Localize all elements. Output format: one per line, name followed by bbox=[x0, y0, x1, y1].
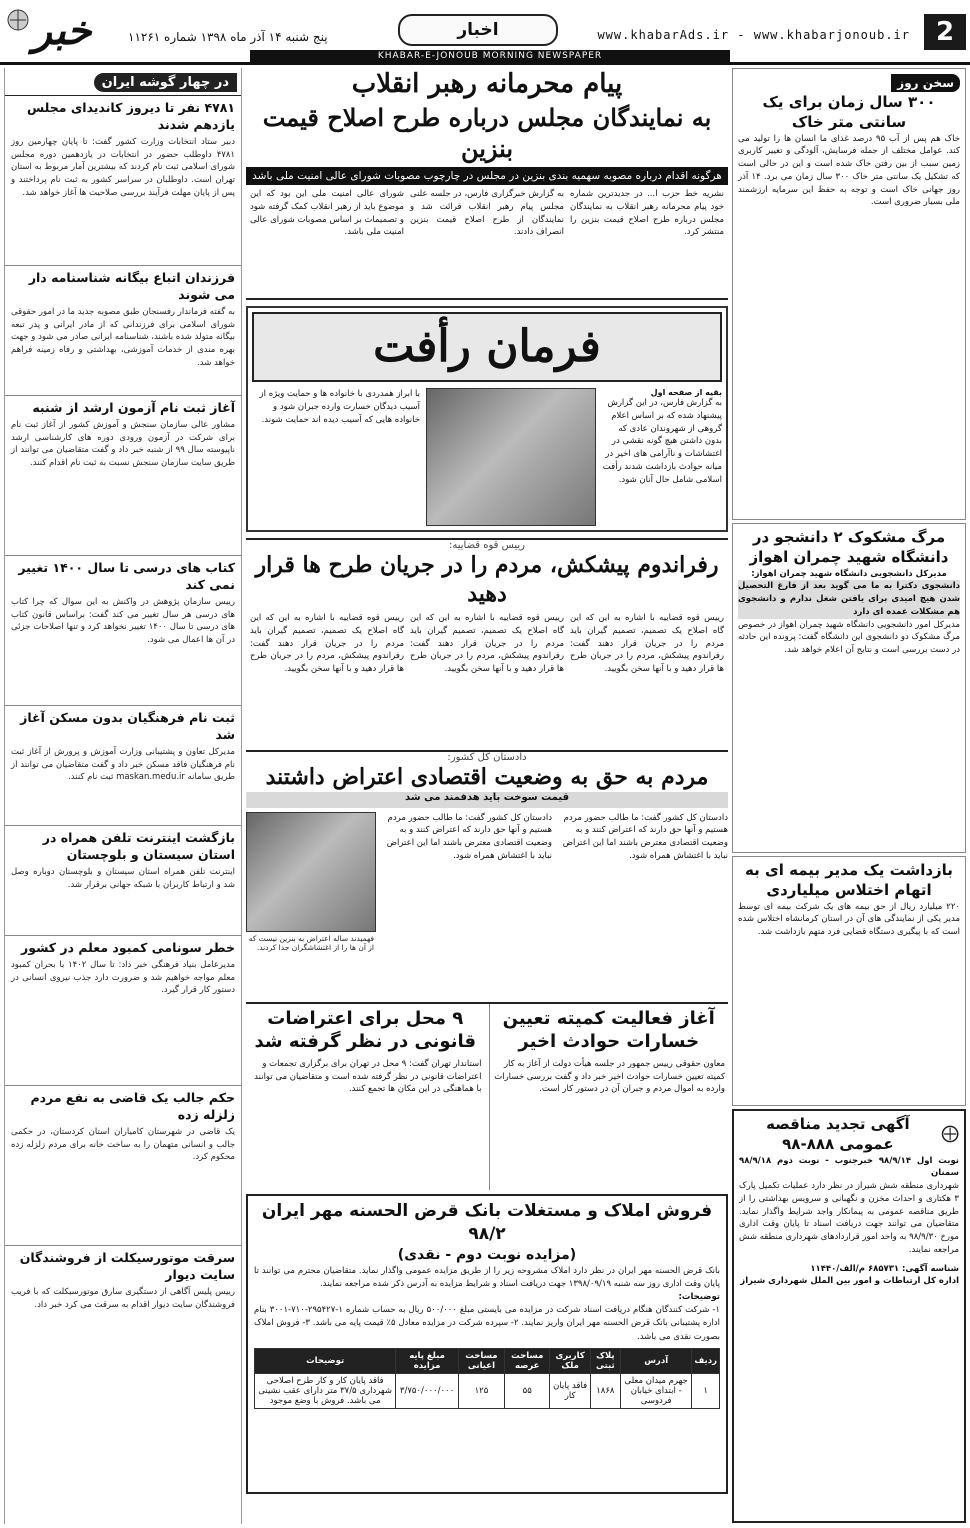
farman-text: به گزارش فارس، در این گزارش پیشنهاد شده که بر اساس اعلام گروهی از شهروندان عادی که بدون داشتن هیچ گونه نقشی در اغتشاشات و ناآرامی های اخیر در میانه حوادث بازداشت شدند رأفت اسلامی شامل حال آنان شود. bbox=[602, 398, 722, 485]
prosecutor-photo bbox=[246, 812, 376, 932]
table-cell: ۱ bbox=[692, 1373, 720, 1408]
table-cell: فاقد پایان کار bbox=[550, 1373, 590, 1408]
news-title: سرقت موتورسیکلت از فروشندگان سایت دیوار bbox=[19, 1250, 235, 1282]
auction-table bbox=[254, 1348, 720, 1409]
ribbon: KHABAR-E-JONOUB MORNING NEWSPAPER bbox=[250, 50, 730, 62]
sokhan-rooz bbox=[732, 68, 966, 520]
lead-col: شورای عالی امنیت ملی این بود که این موضوع باید از رهبر انقلاب کمک گرفته شود و تصمیمات بر اساس مصوبات شورای عالی امنیت ملی باشد. bbox=[250, 189, 404, 238]
table-cell: ۱۲۵ bbox=[458, 1373, 504, 1408]
judiciary-text: رییس قوه قضاییه با اشاره به این که این گاه اصلاح یک تصمیم، تصمیم گیران باید مردم را در جریان قرار دهند گفت: رفراندوم پیشکش، مردم را در جریان طرح ها قرار دهید و با آنها سخن بگویید. bbox=[570, 613, 724, 675]
news-title: خطر سونامی کمبود معلم در کشور bbox=[21, 940, 235, 955]
tender-sign: اداره کل ارتباطات و امور بین الملل شهرداری شیراز bbox=[740, 1276, 959, 1287]
table-header: پلاک ثبتی bbox=[590, 1348, 620, 1373]
mini-story bbox=[489, 1004, 729, 1190]
mini-text: استاندار تهران گفت: ۹ محل در تهران برای برگزاری تجمعات و اعتراضات قانونی در نظر گرفته شده است و متقاضیان می توانند با هماهنگی در این مکان ها تجمع کنند. bbox=[254, 1058, 482, 1095]
table-row bbox=[255, 1373, 720, 1408]
lead-col: به گزارش خبرگزاری فارس، در جلسه علنی مجلس پیام رهبر انقلاب قرائت شد و نمایندگان از طرح اصلاح قیمت بنزین انصراف دادند. bbox=[410, 189, 564, 238]
lead-title-1: پیام محرمانه رهبر انقلاب bbox=[351, 69, 623, 99]
table-cell: ۱۸۶۸ bbox=[590, 1373, 620, 1408]
sokhan-text: خاک هم پس از آب ۹۵ درصد غذای ما انسان ها را تولید می کند. عوامل مختلف از جمله فرسایش، آلودگی و تغییر کاربری زمین سبب از بین رفتن خاک شده است و این در حالی است که تشکیل یک سانتی متر خاک ۳۰۰ سال زمان می برد. ۱۴ آذر روز جهانی خاک است و توجه به حفظ این سرمایه ارزشمند ملی بسیار ضروری است. bbox=[738, 133, 960, 208]
news-body: به گفته فرماندار رفسنجان طبق مصوبه جدید ما در امور حقوقی شورای اسلامی برای فرزندانی که از مادر ایرانی و پدر تبعه بیگانه متولد شده باشند، شناسنامه ایرانی صادر می شود و جهت بهره مندی از خدمات آموزشی، بهداشتی و رفاه زمینه فراهم خواهد شد. bbox=[11, 306, 235, 368]
page-number: 2 bbox=[924, 14, 966, 50]
news-item bbox=[5, 1246, 241, 1476]
judiciary-kicker: رییس قوه قضاییه: bbox=[449, 540, 525, 551]
news-body: اینترنت تلفن همراه استان سیستان و بلوچستان دوباره وصل شد و ارتباط کاربران با شبکه جهانی برقرار شد. bbox=[11, 866, 235, 890]
table-cell: جهرم میدان معلی - ابتدای خیابان فردوسی bbox=[620, 1373, 692, 1408]
lead-body bbox=[246, 188, 728, 239]
shiraz-logo-icon bbox=[941, 1122, 959, 1146]
photo-caption: فهمیدند ساله اعتراض به بنزین نیست که از آن ها را از اغتشاشگران جدا کردند. bbox=[248, 933, 374, 952]
table-header: آدرس bbox=[620, 1348, 692, 1373]
issue-date: پنج شنبه ۱۴ آذر ماه ۱۳۹۸ شماره ۱۱۲۶۱ bbox=[128, 30, 328, 44]
tender-title: آگهی تجدید مناقصه عمومی ۸۸۸-۹۸ bbox=[766, 1115, 910, 1154]
farman-text-2: با ابراز همدردی با خانواده ها و حمایت ویژه از آسیب دیدگان خسارت وارده جبران شود و خانواده هایی که آسیب دیده اند حمایت شوند. bbox=[259, 389, 420, 425]
bazdasht-title: بازداشت یک مدیر بیمه ای به اتهام اختلاس میلیاردی bbox=[745, 861, 953, 900]
farman-title: فرمان رأفت bbox=[252, 312, 722, 382]
lead-col: نشریه خط حزب ا... در جدیدترین شماره خود پیام محرمانه رهبر انقلاب به نمایندگان مجلس درباره طرح اصلاح قیمت بنزین را منتشر کرد. bbox=[570, 189, 724, 238]
news-item bbox=[5, 96, 241, 266]
table-header: مبلغ پایه مزایده bbox=[396, 1348, 459, 1373]
website-link[interactable]: www.khabarAds.ir - www.khabarjonoub.ir bbox=[597, 28, 910, 42]
tender-footer: شناسه آگهی: ۶۸۵۷۳۱ م/الف/۱۱۴۴۰ bbox=[810, 1263, 959, 1274]
table-cell: ۵۵ bbox=[505, 1373, 550, 1408]
news-title: ثبت نام فرهنگیان بدون مسکن آغاز شد bbox=[20, 710, 235, 742]
ad-body: بانک قرض الحسنه مهر ایران در نظر دارد املاک مشروحه زیر را از طریق مزایده عمومی واگذار نماید. متقاضیان محترم می توانند تا پایان وقت اداری روز سه شنبه ۱۳۹۸/۰۹/۱۹ جهت دریافت اسناد و شرایط مزایده به آدرس ذکر شده مراجعه نمایند. bbox=[254, 1265, 720, 1289]
news-item bbox=[5, 396, 241, 556]
table-header: توضیحات bbox=[255, 1348, 396, 1373]
masthead bbox=[0, 0, 970, 62]
table-header: کاربری ملک bbox=[550, 1348, 590, 1373]
mork-title: مرگ مشکوک ۲ دانشجو در دانشگاه شهید چمران اهواز bbox=[749, 528, 949, 567]
news-item bbox=[5, 266, 241, 396]
mork-story bbox=[732, 523, 966, 853]
news-title: فرزندان اتباع بیگانه شناسنامه دار می شوند bbox=[28, 270, 235, 302]
news-body: یک قاضی در شهرستان کامیاران استان کردستان، در حکمی جالب و انسانی متهمان را به ساخت خانه برای مردم زلزله زده محکوم کرد. bbox=[11, 1126, 235, 1163]
tender-ad bbox=[732, 1109, 966, 1523]
left-section-header bbox=[5, 68, 241, 96]
prosecutor-text: دادستان کل کشور گفت: ما طالب حضور مردم هستیم و آنها حق دارند که اعتراض کنند و به وضعیت اقتصادی معترض باشند اما این اعتراض نباید با اغتشاش همراه شود. bbox=[386, 812, 552, 861]
table-header-row bbox=[255, 1348, 720, 1373]
sokhan-tag: سخن روز bbox=[891, 74, 960, 92]
tender-text: شهرداری منطقه شش شیراز در نظر دارد عملیات تکمیل پارک ۳ هکتاری و احداث مخزن و نگهبانی و سرویس بهداشتی را از طریق مناقصه عمومی به پیمانکار واجد شرایط واگذار نماید. متقاضیان می توانند جهت دریافت اسناد تا پایان وقت اداری مورخ ۹۸/۹/۳۰ به واحد امور قراردادهای شهرداری منطقه شش مراجعه نمایند. bbox=[739, 1181, 959, 1255]
table-header: مساحت عرصه bbox=[505, 1348, 550, 1373]
left-section-title: در چهار گوشه ایران bbox=[94, 73, 237, 92]
news-body: مدیرعامل بنیاد فرهنگی خبر داد: تا سال ۱۴۰۲ با بحران کمبود معلم مواجه خواهیم شد و ضرورت دارد جذب نیروی انسانی در دستور کار قرار گیرد. bbox=[11, 959, 235, 996]
tender-dates: نوبت اول ۹۸/۹/۱۴ خبرجنوب - نوبت دوم ۹۸/۹/۱۸ سمنان bbox=[739, 1155, 959, 1179]
news-body: رییس سازمان پژوهش در واکنش به این سوال که چرا کتاب های درسی هر سال تغییر می کند گفت: براساس قانون کتاب های درسی تا سال ۱۴۰۰ تغییر نخواهد کرد و تنها اصلاحات جزئی در آن ها اعمال می شود. bbox=[11, 596, 235, 645]
judiciary-title: رفراندوم پیشکش، مردم را در جریان طرح ها قرار دهید bbox=[255, 552, 719, 607]
ad-title: فروش املاک و مستغلات بانک قرض الحسنه مهر ایران ۹۸/۲ bbox=[261, 1201, 713, 1244]
lead-subtitle: هرگونه اقدام درباره مصوبه سهمیه بندی بنزین در مجلس در چارچوب مصوبات شورای عالی امنیت ملی باشد bbox=[246, 167, 728, 185]
lead-story bbox=[246, 68, 728, 300]
news-item bbox=[5, 706, 241, 826]
bazdasht-text: ۲۲۰ میلیارد ریال از حق بیمه های یک شرکت بیمه ای توسط مدیر یکی از نمایندگی های آن در استان کرمانشاه اختلاس شده است که با پیگیری دستگاه قضایی فرد متهم بازداشت شد. bbox=[738, 901, 960, 937]
header-rule bbox=[0, 62, 970, 65]
prosecutor-kicker: دادستان کل کشور: bbox=[447, 752, 527, 763]
news-title: آغاز ثبت نام آزمون ارشد از شنبه bbox=[32, 400, 235, 415]
section-label: اخبار bbox=[398, 14, 558, 46]
news-item bbox=[5, 556, 241, 706]
news-body: مشاور عالی سازمان سنجش و آموزش کشور از آغاز ثبت نام برای شرکت در آزمون ورودی دوره های کارشناسی ارشد ناپیوسته سال ۹۹ از شنبه خبر داد و گفت متقاضیان می توانند از طریق سایت سازمان سنجش نسبت به ثبت نام اقدام کنند. bbox=[11, 419, 235, 469]
table-cell: فاقد پایان کار و کار طرح اصلاحی شهرداری ۳۷/۵ متر دارای عقب نشینی می باشد. فروش با وضع موجود bbox=[255, 1373, 396, 1408]
prosecutor-subtitle: قیمت سوخت باید هدفمند می شد bbox=[246, 792, 728, 808]
news-body: مدیرکل تعاون و پشتیبانی وزارت آموزش و پرورش از آغاز ثبت نام فرهنگیان فاقد مسکن خبر داد و گفت متقاضیان می توانند از طریق سامانه maskan.medu.ir ثبت نام کنند. bbox=[11, 746, 235, 783]
table-cell: ۳/۷۵۰/۰۰۰/۰۰۰ bbox=[396, 1373, 459, 1408]
news-title: حکم جالب یک قاضی به نفع مردم زلزله زده bbox=[30, 1090, 235, 1122]
judiciary-text: رییس قوه قضاییه با اشاره به این که این گاه اصلاح یک تصمیم، تصمیم گیران باید مردم را در جریان قرار دهند گفت: رفراندوم پیشکش، مردم را در جریان طرح ها قرار دهید و با آنها سخن بگویید. bbox=[410, 613, 564, 675]
news-item bbox=[5, 826, 241, 936]
mini-title: آغاز فعالیت کمیته تعیین خسارات حوادث اخیر bbox=[502, 1008, 715, 1053]
sokhan-title: ۳۰۰ سال زمان برای یک سانتی متر خاک bbox=[762, 93, 936, 132]
news-title: ۴۷۸۱ نفر تا دیروز کاندیدای مجلس یازدهم شدند bbox=[26, 100, 235, 132]
news-item bbox=[5, 1086, 241, 1246]
prosecutor-title: مردم به حق به وضعیت اقتصادی اعتراض داشتند bbox=[265, 764, 709, 790]
mork-text: مدیرکل امور دانشجویی دانشگاه شهید چمران اهواز در خصوص مرگ مشکوک دو دانشجوی این دانشگاه گفت: پرونده این حادثه در دست بررسی است و نتایج آن اعلام خواهد شد. bbox=[738, 619, 960, 655]
judiciary-text: رییس قوه قضاییه با اشاره به این که این گاه اصلاح یک تصمیم، تصمیم گیران باید مردم را در جریان قرار دهند گفت: رفراندوم پیشکش، مردم را در جریان طرح ها قرار دهید و با آنها سخن بگویید. bbox=[250, 613, 404, 675]
ad-notes: ۱- شرکت کنندگان هنگام دریافت اسناد شرکت در مزایده می بایستی مبلغ ۵۰۰/۰۰۰ ریال به حساب شماره ۱-۲۹۵۴۲۷-۷۱۰-۳۰۰۱ بنام اداره پشتیبانی بانک قرض الحسنه مهر ایران واریز نمایند. ۲- سپرده شرکت در مزایده معادل ۵٪ قیمت پایه می باشد. ۳- فروش املاک بصورت نقدی می باشد. bbox=[254, 1305, 720, 1342]
judiciary-story bbox=[246, 538, 728, 750]
mork-lead: دانشجوی دکترا به ما می گوید بعد از فارغ التحصیل شدن هیچ امیدی برای یافتن شغل ندارم و دانشجوی هم مشکلات عمده ای دارد bbox=[738, 581, 960, 617]
prosecutor-text: دادستان کل کشور گفت: ما طالب حضور مردم هستیم و آنها حق دارند که اعتراض کنند و به وضعیت اقتصادی معترض باشند اما این اعتراض نباید با اغتشاش همراه شود. bbox=[562, 812, 728, 861]
left-column bbox=[4, 68, 242, 1524]
mini-stories bbox=[246, 1002, 728, 1190]
news-item bbox=[5, 936, 241, 1086]
mini-text: معاون حقوقی رییس جمهور در جلسه هیأت دولت از آغاز به کار کمیته تعیین خسارات حوادث اخیر خبر داد و گفت بررسی خسارات وارده به اموال مردم و جبران آن در دستور کار است. bbox=[494, 1058, 725, 1095]
right-column bbox=[732, 68, 966, 1524]
bank-auction-ad bbox=[246, 1194, 728, 1494]
lead-title-2: به نمایندگان مجلس درباره طرح اصلاح قیمت بنزین bbox=[262, 102, 712, 163]
table-header: مساحت اعیانی bbox=[458, 1348, 504, 1373]
mini-title: ۹ محل برای اعتراضات قانونی در نظر گرفته شد bbox=[254, 1008, 477, 1053]
mini-story bbox=[246, 1004, 485, 1190]
news-body: رییس پلیس آگاهی از دستگیری سارق موتورسیکلت که با فریب فروشندگان سایت دیوار اقدام به سرقت می کرد خبر داد. bbox=[11, 1286, 235, 1310]
prosecutor-story bbox=[246, 750, 728, 1002]
mork-sub: مدیرکل دانشجویی دانشگاه شهید چمران اهواز: bbox=[751, 568, 947, 579]
judiciary-body bbox=[246, 612, 728, 676]
table-header: ردیف bbox=[692, 1348, 720, 1373]
news-body: دبیر ستاد انتخابات وزارت کشور گفت: تا پایان چهارمین روز ۴۷۸۱ داوطلب حضور در انتخابات در یازدهمین دوره مجلس شورای اسلامی ثبت نام کردند که بیشترین آمار مربوط به استان تهران است. داوطلبان در سراسر کشور به ثبت نام پرداختند و پس از پایان مهلت فرآیند بررسی صلاحیت ها آغاز خواهد شد. bbox=[11, 136, 235, 198]
ad-subtitle: (مزایده نوبت دوم - نقدی) bbox=[397, 1246, 577, 1263]
farman-story bbox=[246, 306, 728, 532]
center-column bbox=[246, 68, 728, 1524]
leader-photo bbox=[426, 388, 596, 526]
bazdasht-story bbox=[732, 856, 966, 1106]
news-title: کتاب های درسی تا سال ۱۴۰۰ تغییر نمی کند bbox=[18, 560, 235, 592]
farman-kicker: بقیه از صفحه اول bbox=[650, 388, 722, 397]
news-title: بازگشت اینترنت تلفن همراه در استان سیستان و بلوچستان bbox=[42, 830, 235, 862]
ad-notes-title: توضیحات: bbox=[678, 1292, 720, 1303]
logo-text: خبر bbox=[32, 7, 92, 54]
